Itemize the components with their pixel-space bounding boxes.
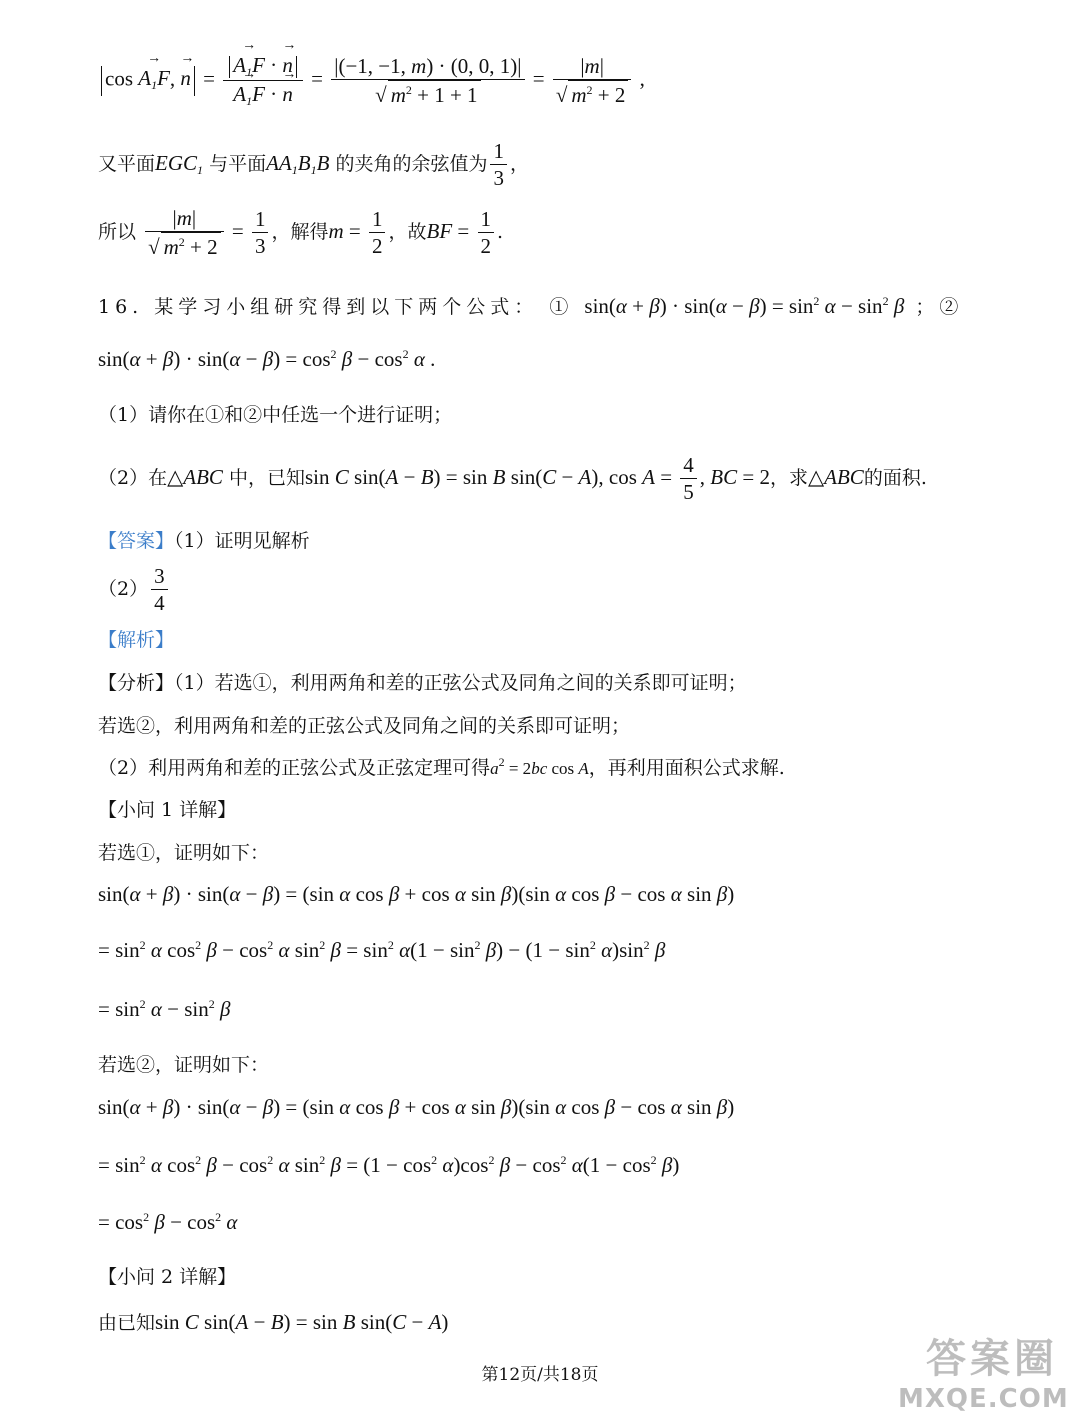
- proof1-step3: = $\sin^2 \alpha - \sin^2 \beta$: [98, 997, 231, 1021]
- choose-1-line: 若选①，证明如下：: [98, 842, 270, 864]
- analysis-fx1: 【分析】（1）若选①，利用两角和差的正弦公式及同角之间的关系即可证明；: [98, 672, 747, 694]
- analysis-fx2: 若选②，利用两角和差的正弦公式及同角之间的关系即可证明；: [98, 715, 631, 737]
- question-2: （2）在△ABC 中，已知sin C sin(A − B) = sin B sin(C − A), cos A = $\frac{4}{5}$ , BC = 2，求△ABC的面积.: [98, 453, 927, 505]
- solve-m-line: 所以 $\frac{|m|}{√ m^2 + 2}$ = $\frac{1}{3}$ ，解得m = $\frac{1}{2}$ ，故BF = $\frac{1}{2}$ .: [98, 206, 504, 260]
- proof1-step1: sin(α + β) · sin(α − β) = (sin α cos β + cos α sin β)(sin α cos β − cos α sin β): [98, 882, 735, 906]
- analysis-label: 【解析】: [98, 629, 175, 651]
- problem-16-statement: 16. 某学习小组研究得到以下两个公式： ① $\sin(\alpha + \beta) \cdot \sin(\alpha - \beta) = \sin^2 \alpha - \sin^2 \beta$ ；②: [98, 294, 964, 318]
- plane-angle-line: 又平面$EGC_1$ 与平面$AA_1B_1B$ 的夹角的余弦值为 $\frac{1}{3}$ ，: [98, 139, 529, 191]
- watermark-text: 答案圈: [926, 1336, 1058, 1382]
- page-footer: 第12页/共18页: [481, 1365, 599, 1385]
- analysis-fx3: （2）利用两角和差的正弦公式及正弦定理可得$a^2 = 2bc$ cos A，再利用面积公式求解.: [98, 755, 785, 779]
- watermark-logo: [898, 1327, 1069, 1414]
- formula-2: $\sin(\alpha + \beta) \cdot \sin(\alpha - \beta) = \cos^2 \beta - \cos^2 \alpha$ .: [98, 347, 436, 371]
- subquestion-2-title: 【小问 2 详解】: [98, 1266, 237, 1288]
- proof2-step2: = $\sin^2 \alpha$ $\cos^2 \beta - \cos^2 \alpha$ $\sin^2 \beta = (1 - \cos^2 \alpha)\cos^2$ $\beta - \cos^2 \alpha(1 - \cos^2 \beta)$: [98, 1153, 680, 1177]
- answer-line: 【答案】（1）证明见解析: [98, 530, 310, 552]
- proof1-step2: = $\sin^2 \alpha$ $\cos^2 \beta - \cos^2 \alpha$ $\sin^2 \beta = \sin^2 \alpha(1 - \sin^2 \beta) - (1 - \sin^2 \alpha)\sin^2$ β: [98, 938, 666, 962]
- proof2-step1: sin(α + β) · sin(α − β) = (sin α cos β + cos α sin β)(sin α cos β − cos α sin β): [98, 1095, 735, 1119]
- answer-part2: （2） $\frac{3}{4}$: [98, 563, 171, 617]
- question-1: （1）请你在①和②中任选一个进行证明；: [98, 404, 453, 426]
- proof2-step3: = $\cos^2 \beta - \cos^2 \alpha$: [98, 1210, 238, 1234]
- given-line: 由已知sin C sin(A − B) = sin B sin(C − A): [98, 1310, 449, 1334]
- watermark-url: MXQE.COM: [898, 1384, 1069, 1414]
- cos-angle-formula: $\cos \to A_1F$, → n = → $A_1F$ · → n → $A_1F$ · → n = $\frac{|(-1, -1, m) \cdot (0, 0, 1)|}{√ m^2 + 1 + 1}$ = $\frac{|m|}{√ m^2 + 2}$ ,: [98, 52, 645, 109]
- subquestion-1-title: 【小问 1 详解】: [98, 799, 237, 821]
- choose-2-line: 若选②，证明如下：: [98, 1054, 270, 1076]
